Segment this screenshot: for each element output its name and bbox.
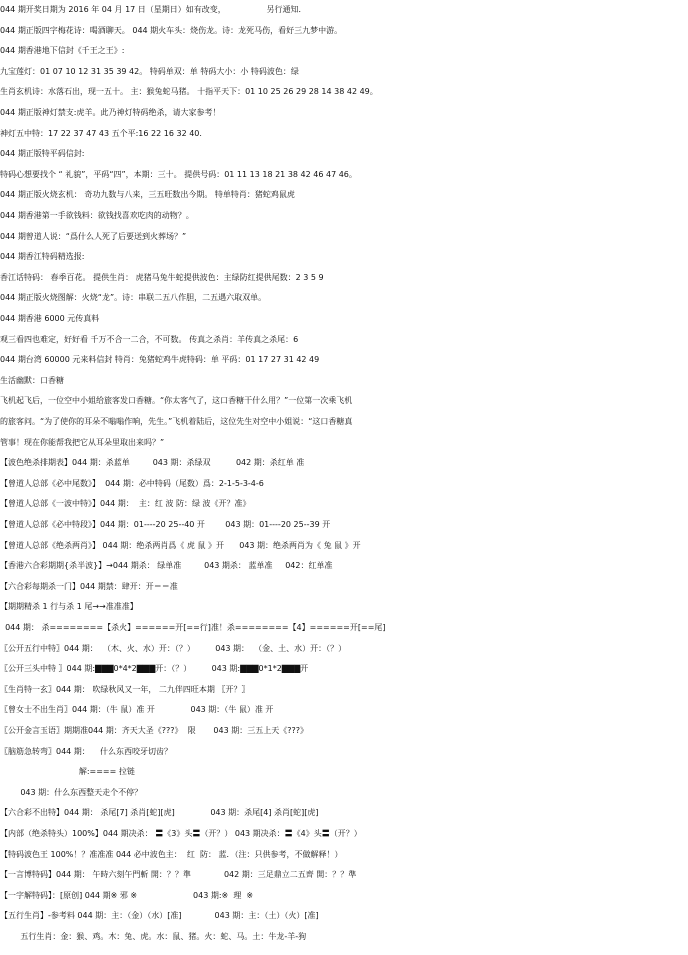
text-line: 〖生肖特一玄〗044 期： 吹绿秋风又一年， 二九伴四旺本期 〖开？〗	[0, 684, 250, 694]
text-line: 管事！现在你能帮我把它从耳朵里取出来吗？”	[0, 437, 165, 447]
text-line: 【特码波色王 100%！？准准准 044 必中波色主： 红 防： 蓝．（注：只供参考，不做解释！）	[0, 849, 343, 859]
text-line: 〖公开三头中特 〗044 期:▇▇▇0*4*2▇▇▇开：（？） 043 期:▇▇▇0*1*2▇▇▇开	[0, 664, 309, 674]
text-line: 香江话特码： 春季百花。 提供生肖： 虎猪马兔牛蛇提供波色：主绿防红提供尾数：2 3 5 9	[0, 272, 324, 282]
text-line: 【内部（绝杀特头）100%】044 期决杀： 〓《3》头〓（开？） 043 期决杀：〓《4》头〓（开？）	[0, 829, 362, 838]
text-line: 【五行生肖】-参考料 044 期：主：（金）（水）[准] 043 期：主：（土）（火）[准]	[0, 911, 319, 921]
text-line: 【曾道人总部《必中尾数》】 044 期：必中特码（尾数）爲：2-1-5-3-4-6	[0, 478, 264, 488]
text-line: 044 期开奖日期为 2016 年 04 月 17 日（星期日）如有改变， 另行通知．	[0, 5, 307, 14]
text-line: 044 期香港第一手欲钱料：欲钱找喜欢吃肉的动物？。	[0, 211, 194, 220]
text-line: 044 期香港 6000 元传真料	[0, 314, 100, 323]
text-line: 五行生肖：金：猴、鸡。木：兔、虎。水：鼠、猪。火：蛇、马。土：牛龙-羊-狗	[0, 932, 307, 941]
text-line: 九宝莲灯：01 07 10 12 31 35 39 42。 特码单双：单 特码大小：小 特码波色：绿	[0, 66, 299, 76]
text-line: 解:==== 拉链	[0, 767, 135, 777]
text-line: 【一言博特码】044 期： 午時六刻午門斬 開：？？準 042 期：三足鼎立二五齊 開：？？準	[0, 870, 357, 880]
text-line: 【曾道人总部《必中特段》】044 期：01----20 25--40 开 043 期：01----20 25--39 开	[0, 520, 331, 529]
text-line: 044 期： 杀========【杀火】======开[==行]准！杀========【4】======开[==尾]	[0, 623, 386, 632]
text-line: 〖曾女士不出生肖〗044 期：（牛 鼠）准 开 043 期：（牛 鼠）准 开	[0, 705, 274, 715]
text-line: 【波色绝杀排期表】044 期：杀蓝单 043 期：杀绿双 042 期：杀红单 准	[0, 458, 305, 468]
text-line: 【六合彩不出特】044 期： 杀尾[7] 杀肖[蛇][虎] 043 期：杀尾[4] 杀肖[蛇][虎]	[0, 808, 319, 818]
text-line: 〖公开五行中特〗044 期： （木、火、水）开：（？） 043 期： （金、土、水）开：（？）	[0, 643, 347, 653]
text-line: 【香港六合彩期期{杀半波}】→044 期杀： 绿单准 043 期杀： 蓝单准 042：红单准	[0, 561, 333, 571]
text-line: 〖脑筋急转弯〗044 期： 什么东西咬牙切齿？	[0, 746, 172, 756]
text-line: 〖公开金言玉语〗期期准044 期：齐天大圣《???》 限 043 期：三五上天《???》	[0, 726, 308, 735]
text-line: 044 期正版特平码信封:	[0, 149, 85, 159]
text-line: 的旅客问。“为了使你的耳朵不嗡嗡作响，先生。”飞机着陆后，这位先生对空中小姐说：“这口香糖真	[0, 417, 353, 426]
text-line: 044 期正版火烧玄机： 奇功九数与八来，三五旺数出今期。 特单特肖：猪蛇鸡鼠虎	[0, 190, 295, 200]
text-line: 观三看四也难定，好好看 千万不合一二合，不可数。 传真之杀肖：羊传真之杀尾：6	[0, 334, 299, 344]
text-line: 044 期曾道人说：“爲什么人死了后要送到火葬场？”	[0, 231, 187, 241]
text-line: 【六合彩每期杀一门】044 期禁：肆开：开＝＝准	[0, 581, 178, 591]
text-line: 生活幽默：口香糖	[0, 375, 64, 385]
text-line: 044 期正版火烧图解：火烧“龙”。诗：串联二五八作胆，二五遇六取双单。	[0, 293, 267, 303]
text-line: 044 期香江特码精选报:	[0, 252, 85, 262]
text-line: 044 期香港地下信封《千王之王》:	[0, 46, 125, 56]
text-line: 飞机起飞后，一位空中小姐给旅客发口香糖。“你太客气了，这口香糖干什么用？”一位第一次乘飞机	[0, 396, 353, 406]
text-line: 特码心想要找个 “ 礼貌”，平码“四”，本期：三十。 提供号码：01 11 13 18 21 38 42 46 47 46。	[0, 169, 357, 179]
text-line: 生肖玄机诗：水落石出，现一五十。 主：猴兔蛇马猪。 十指平天下：01 10 25 26 29 28 14 38 42 49。	[0, 87, 378, 97]
text-line: 044 期台湾 60000 元来料信封 特肖：兔猪蛇鸡牛虎特码：单 平码：01 17 27 31 42 49	[0, 355, 320, 365]
text-line: 【期期精杀 1 行与杀 1 尾→→准准准】	[0, 602, 138, 612]
text-line: 神灯五中特：17 22 37 47 43 五个平:16 22 16 32 40.	[0, 128, 202, 138]
text-line: 【一字解特码】：[原创] 044 期※ 邪 ※ 043 期:※ 理 ※	[0, 890, 254, 900]
text-line: 044 期正版四字梅花诗：喝酒聊天。 044 期火车头：烧伤龙。诗：龙死马伤，看好三九梦中游。	[0, 25, 343, 35]
text-line: 043 期：什么东西整天走个不停？	[0, 787, 143, 797]
text-line: 044 期正版神灯禁支:虎羊。此乃神灯特码绝杀，请大家参考！	[0, 108, 221, 117]
text-line: 【曾道人总部《绝杀两肖》】 044 期：绝杀两肖爲《 虎 鼠 》开 043 期：绝杀两肖为《 兔 鼠 》开	[0, 540, 361, 550]
text-line: 【曾道人总部《一波中特》】044 期： 主：红 波 防：绿 波《开？准》	[0, 499, 251, 509]
